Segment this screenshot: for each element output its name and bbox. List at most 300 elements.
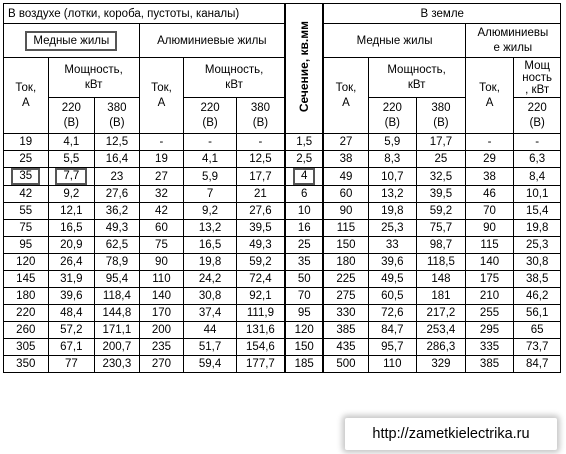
- cell-value: 67,1: [60, 341, 83, 353]
- ground-aluminum-220-cell: [514, 203, 561, 220]
- cell-value: 90: [339, 205, 353, 217]
- air-copper-current-cell: [4, 254, 49, 271]
- cell-value: 385: [479, 358, 500, 370]
- cell-value: 33: [385, 239, 399, 251]
- air-aluminum-380-cell: [236, 288, 285, 305]
- cell-value: 8,3: [384, 153, 401, 165]
- air-aluminum-220-cell: [184, 168, 237, 186]
- ground-copper-current-cell: [323, 237, 368, 254]
- power-line2: кВт: [84, 78, 103, 91]
- air-aluminum-current-cell: [139, 356, 184, 373]
- power-line2: кВт: [225, 78, 243, 91]
- air-copper-current-cell: [4, 237, 49, 254]
- cell-value: 95: [19, 239, 33, 251]
- air-copper-380-cell: [95, 203, 140, 220]
- ground-copper-220-cell: [368, 151, 417, 168]
- cell-value: 56,1: [525, 307, 549, 319]
- power-narrow-line1: Мощ: [524, 59, 550, 72]
- cell-value: 200: [151, 324, 172, 336]
- cell-value: 9,2: [202, 205, 219, 217]
- ground-aluminum-220-cell: [514, 168, 561, 186]
- cell-value: 170: [151, 307, 172, 319]
- ground-copper-current-cell: [323, 220, 368, 237]
- ground-copper-380-cell: [417, 356, 466, 373]
- cell-value: 110: [152, 273, 171, 285]
- table-row: [4, 305, 561, 322]
- ground-aluminum-220-cell: [514, 271, 561, 288]
- power-line1: Мощность,: [64, 63, 123, 76]
- ground-copper-220-cell: [368, 203, 417, 220]
- cell-value: 49: [339, 170, 353, 183]
- table-row: [4, 288, 561, 305]
- cell-value: 39,6: [381, 256, 404, 268]
- ground-copper-current-cell: [323, 134, 368, 151]
- cell-value: 48,4: [60, 307, 83, 319]
- air-aluminum-current-cell: [139, 186, 184, 203]
- air-aluminum-header: Алюминиевые жилы: [139, 24, 285, 58]
- cell-value: 177,7: [246, 358, 275, 370]
- air-copper-current-cell: [4, 203, 49, 220]
- cell-value: 39,5: [249, 222, 272, 234]
- cell-value: 295: [479, 324, 500, 336]
- ground-copper-380-cell: [417, 186, 466, 203]
- section-header-label: Сечение, кв.мм: [297, 21, 312, 113]
- cell-value: 4,1: [63, 136, 80, 148]
- cell-value: 16,5: [198, 239, 222, 251]
- cell-value: 84,7: [525, 358, 549, 370]
- air-copper-current-cell: [4, 288, 49, 305]
- cell-value: 140: [479, 256, 500, 268]
- cell-value: 200,7: [102, 341, 132, 353]
- air-aluminum-220-cell: [184, 220, 237, 237]
- cell-value: 92,1: [249, 290, 272, 302]
- cell-value: 175: [479, 273, 500, 285]
- cell-value: 111,9: [246, 307, 274, 319]
- air-copper-current-cell: [4, 356, 49, 373]
- cell-value: 37,4: [198, 307, 222, 319]
- ground-copper-380-cell: [417, 220, 466, 237]
- air-aluminum-current-cell: [139, 339, 184, 356]
- table-row: [4, 237, 561, 254]
- ground-aluminum-current-cell: [465, 254, 514, 271]
- cell-value: 72,4: [249, 273, 272, 285]
- cell-value: 32: [155, 188, 168, 200]
- table-row: [4, 356, 561, 373]
- air-aluminum-220-cell: [184, 305, 237, 322]
- ground-aluminum-220-cell: [514, 356, 561, 373]
- current-line1: Ток,: [15, 81, 37, 94]
- cell-value: 25,3: [381, 222, 404, 234]
- cell-value: 12,1: [60, 205, 83, 217]
- cell-value: 25: [297, 239, 311, 251]
- ground-section-title: В земле: [323, 4, 560, 24]
- air-aluminum-220-cell: [184, 271, 237, 288]
- ground-copper-380-cell: [417, 288, 466, 305]
- voltage-220-header: [184, 98, 237, 134]
- ground-aluminum-current-cell: [465, 322, 514, 339]
- ground-copper-power-header: [368, 58, 465, 98]
- cell-value: 286,3: [426, 341, 456, 353]
- ground-copper-380-cell: [417, 168, 466, 186]
- ground-copper-220-cell: [368, 339, 417, 356]
- air-aluminum-current-cell: [139, 305, 184, 322]
- ground-copper-220-cell: [368, 288, 417, 305]
- cell-value: 185: [294, 358, 314, 370]
- cell-value: 17,7: [249, 170, 272, 183]
- air-copper-380-cell: [95, 186, 140, 203]
- ground-aluminum-current-cell: [465, 305, 514, 322]
- table-row: [4, 186, 561, 203]
- cell-value: 70: [483, 205, 496, 217]
- cell-value: 19,8: [525, 222, 549, 234]
- air-aluminum-380-cell: [236, 305, 285, 322]
- ground-aluminum-220-cell: [514, 254, 561, 271]
- ground-aluminum-current-cell: [465, 168, 514, 186]
- ground-aluminum-power-header: [514, 58, 561, 98]
- cell-value: 57,2: [60, 324, 83, 336]
- air-aluminum-220-cell: [184, 254, 237, 271]
- ground-copper-current-cell: [323, 271, 368, 288]
- ground-aluminum-current-cell: [465, 288, 514, 305]
- cell-value: -: [159, 136, 164, 148]
- cell-value: 73,7: [525, 341, 549, 353]
- cell-value: 60: [339, 188, 353, 200]
- cell-value: 154,6: [246, 341, 275, 353]
- v380-unit: (В): [433, 116, 449, 129]
- cell-value: 29: [483, 153, 496, 165]
- cell-value: 50: [297, 273, 311, 285]
- cell-value: 39,5: [429, 188, 453, 200]
- ground-aluminum-220-cell: [514, 186, 561, 203]
- cell-value: 210: [479, 290, 500, 302]
- current-line2: А: [485, 96, 494, 109]
- v380-label: 380: [431, 101, 451, 114]
- cell-value: 118,4: [102, 290, 131, 302]
- ground-aluminum-220-cell: [514, 151, 561, 168]
- cell-value: 150: [294, 341, 314, 353]
- air-aluminum-current-cell: [139, 151, 184, 168]
- air-aluminum-380-cell: [236, 356, 285, 373]
- cell-value: 24,2: [198, 273, 222, 285]
- cell-value: 20,9: [60, 239, 83, 251]
- voltage-220-header: [48, 98, 95, 134]
- ground-aluminum-header: [465, 24, 560, 58]
- cell-value: 38: [339, 153, 353, 165]
- cell-value: 120: [294, 324, 314, 336]
- voltage-380-header: [95, 98, 140, 134]
- ground-copper-380-cell: [417, 203, 466, 220]
- table-row: [4, 254, 561, 271]
- air-aluminum-220-cell: [184, 288, 237, 305]
- ground-copper-current-cell: [323, 288, 368, 305]
- air-aluminum-current-cell: [139, 220, 184, 237]
- cell-value: 49,3: [249, 239, 272, 251]
- ground-copper-current-cell: [323, 168, 368, 186]
- section-cell: [285, 151, 323, 168]
- ground-aluminum-220-cell: [514, 220, 561, 237]
- section-cell: [285, 220, 323, 237]
- air-copper-220-cell: [48, 339, 95, 356]
- cell-value: 35: [297, 256, 311, 268]
- ground-aluminum-current-cell: [465, 203, 514, 220]
- ground-copper-220-cell: [368, 220, 417, 237]
- ground-aluminum-current-cell: [465, 134, 514, 151]
- section-cell: [285, 322, 323, 339]
- ground-copper-380-cell: [417, 237, 466, 254]
- cell-value: 60: [155, 222, 168, 234]
- cell-value: 255: [479, 307, 500, 319]
- section-cell: [285, 356, 323, 373]
- cell-value: 7: [206, 188, 214, 200]
- current-line1: Ток,: [335, 81, 357, 94]
- ground-aluminum-current-cell: [465, 237, 514, 254]
- cell-value: 59,4: [198, 358, 222, 370]
- cell-value: 77: [64, 358, 78, 370]
- ground-aluminum-220-cell: [514, 134, 561, 151]
- voltage-380-header: [236, 98, 285, 134]
- power-narrow-line3: , кВт: [525, 83, 550, 96]
- cell-value: 335: [479, 341, 500, 353]
- cell-value: 270: [151, 358, 172, 370]
- cell-value: 16,5: [60, 222, 83, 234]
- air-copper-current-cell: [4, 271, 49, 288]
- cell-value: 12,5: [105, 136, 129, 148]
- v220-label: 220: [200, 101, 220, 114]
- ground-copper-220-cell: [368, 134, 417, 151]
- cell-value: 8,4: [529, 170, 546, 183]
- ground-copper-220-cell: [368, 168, 417, 186]
- air-copper-current-cell: [4, 339, 49, 356]
- cell-value: 217,2: [426, 307, 456, 319]
- section-cell: [285, 339, 323, 356]
- cell-value: 59,2: [429, 205, 453, 217]
- cell-value: 2,5: [296, 153, 313, 165]
- cell-value: 38: [483, 170, 496, 183]
- cell-value: 95,4: [105, 273, 129, 285]
- cell-value: 10: [297, 205, 311, 217]
- cell-value: 39,6: [60, 290, 83, 302]
- cell-value: 275: [336, 290, 356, 302]
- cell-value: 7,7: [55, 168, 87, 185]
- cell-value: 17,7: [429, 136, 453, 148]
- cell-value: 46: [483, 188, 496, 200]
- air-copper-220-cell: [48, 203, 95, 220]
- ground-copper-current-cell: [323, 254, 368, 271]
- section-cell: [285, 237, 323, 254]
- cell-value: -: [487, 136, 492, 148]
- ground-aluminum-220-cell: [514, 288, 561, 305]
- table-row: [4, 322, 561, 339]
- ground-copper-220-cell: [368, 322, 417, 339]
- air-copper-220-cell: [48, 305, 95, 322]
- ground-aluminum-current-cell: [465, 339, 514, 356]
- v220-label: 220: [61, 101, 81, 114]
- ground-copper-380-cell: [417, 134, 466, 151]
- cell-value: 46,2: [525, 290, 549, 302]
- cell-value: 42: [155, 205, 168, 217]
- cell-value: 49,5: [381, 273, 404, 285]
- air-aluminum-380-cell: [236, 237, 285, 254]
- air-aluminum-current-cell: [139, 271, 184, 288]
- cell-value: 148: [431, 273, 451, 285]
- air-aluminum-380-cell: [236, 134, 285, 151]
- section-cell: [285, 134, 323, 151]
- table-row: [4, 203, 561, 220]
- cell-value: 5,5: [63, 153, 80, 165]
- cell-value: 144,8: [102, 307, 132, 319]
- air-copper-380-cell: [95, 220, 140, 237]
- air-aluminum-220-cell: [184, 186, 237, 203]
- cell-value: -: [208, 136, 212, 148]
- section-cell: [285, 271, 323, 288]
- current-line2: А: [157, 96, 166, 109]
- cell-value: 84,7: [381, 324, 404, 336]
- ground-aluminum-line1: Алюминиевы: [477, 26, 549, 39]
- voltage-220-header: [514, 98, 561, 134]
- cell-value: 19,8: [381, 205, 404, 217]
- cell-value: 90: [155, 256, 168, 268]
- table-row: [4, 339, 561, 356]
- cell-value: 65: [530, 324, 544, 336]
- air-aluminum-380-cell: [236, 186, 285, 203]
- air-copper-380-cell: [95, 237, 140, 254]
- cell-value: 253,4: [426, 324, 456, 336]
- cell-value: 145: [16, 273, 36, 285]
- air-aluminum-220-cell: [184, 339, 237, 356]
- air-copper-380-cell: [95, 288, 140, 305]
- current-line2: А: [342, 96, 350, 109]
- cell-value: 171,1: [102, 324, 132, 336]
- air-copper-current-cell: [4, 134, 49, 151]
- ground-copper-header: Медные жилы: [323, 24, 465, 58]
- ground-copper-current-header: [323, 58, 368, 134]
- cell-value: 12,5: [249, 153, 272, 165]
- air-copper-power-header: [48, 58, 139, 98]
- cell-value: 9,2: [63, 188, 80, 200]
- section-cell: [285, 288, 323, 305]
- current-line1: Ток,: [151, 81, 172, 94]
- cell-value: 4,1: [202, 153, 219, 165]
- air-aluminum-380-cell: [236, 254, 285, 271]
- cell-value: 36,2: [105, 205, 129, 217]
- v220-unit: (В): [202, 116, 218, 129]
- cell-value: 90: [483, 222, 496, 234]
- air-aluminum-380-cell: [236, 151, 285, 168]
- cell-value: 150: [336, 239, 356, 251]
- ground-aluminum-current-header: [465, 58, 514, 134]
- site-url: http://zametkielectrika.ru: [372, 426, 530, 442]
- cell-value: 4: [293, 168, 315, 185]
- ground-copper-380-cell: [417, 322, 466, 339]
- ground-aluminum-220-cell: [514, 322, 561, 339]
- cell-value: 44: [203, 324, 217, 336]
- v380-unit: (В): [109, 116, 125, 129]
- air-copper-current-cell: [4, 322, 49, 339]
- cell-value: 27,6: [249, 205, 272, 217]
- air-copper-380-cell: [95, 339, 140, 356]
- ground-copper-current-cell: [323, 322, 368, 339]
- ground-aluminum-220-cell: [514, 305, 561, 322]
- air-copper-220-cell: [48, 322, 95, 339]
- cell-value: 350: [16, 358, 36, 370]
- air-aluminum-380-cell: [236, 322, 285, 339]
- table-row: [4, 134, 561, 151]
- cell-value: 305: [16, 341, 36, 353]
- cell-value: 72,6: [381, 307, 404, 319]
- cell-value: 5,9: [384, 136, 401, 148]
- table-row: [4, 271, 561, 288]
- table-row: [4, 151, 561, 168]
- power-line1: Мощность,: [204, 63, 264, 76]
- v220-unit: (В): [63, 116, 79, 129]
- cell-value: 13,2: [381, 188, 404, 200]
- cell-value: 98,7: [429, 239, 453, 251]
- ground-copper-220-cell: [368, 356, 417, 373]
- air-section-title: В воздухе (лотки, короба, пустоты, каналы): [4, 4, 285, 24]
- cell-value: 70: [297, 290, 311, 302]
- air-copper-220-cell: [48, 356, 95, 373]
- cell-value: 27: [339, 136, 353, 148]
- air-copper-380-cell: [95, 254, 140, 271]
- air-copper-220-cell: [48, 220, 95, 237]
- ground-copper-current-cell: [323, 339, 368, 356]
- air-aluminum-current-cell: [139, 322, 184, 339]
- cell-value: 38,5: [525, 273, 549, 285]
- ground-aluminum-current-cell: [465, 186, 514, 203]
- v380-unit: (В): [252, 116, 269, 129]
- ground-copper-380-cell: [417, 271, 466, 288]
- ground-copper-220-cell: [368, 305, 417, 322]
- current-line2: А: [21, 96, 30, 109]
- air-copper-380-cell: [95, 305, 140, 322]
- air-copper-220-cell: [48, 254, 95, 271]
- cell-value: 10,1: [525, 188, 549, 200]
- cell-value: 95: [297, 307, 311, 319]
- cell-value: 181: [431, 290, 451, 302]
- section-cell: [285, 305, 323, 322]
- air-copper-current-cell: [4, 186, 49, 203]
- ground-copper-current-cell: [323, 305, 368, 322]
- air-aluminum-220-cell: [184, 322, 237, 339]
- cell-value: 32,5: [429, 170, 453, 183]
- cell-value: 329: [431, 358, 451, 370]
- ground-aluminum-current-cell: [465, 271, 514, 288]
- cell-value: 27,6: [105, 188, 129, 200]
- cell-value: 51,7: [198, 341, 222, 353]
- cell-value: 180: [16, 290, 36, 302]
- ground-copper-220-cell: [368, 186, 417, 203]
- ground-copper-220-cell: [368, 254, 417, 271]
- air-aluminum-380-cell: [236, 203, 285, 220]
- air-copper-380-cell: [95, 322, 140, 339]
- cell-value: 42: [19, 188, 33, 200]
- ground-copper-220-cell: [368, 271, 417, 288]
- cell-value: 55: [19, 205, 33, 217]
- cell-value: 120: [16, 256, 36, 268]
- v220-label: 220: [382, 101, 402, 114]
- cell-value: 330: [336, 307, 356, 319]
- air-copper-220-cell: [48, 168, 95, 186]
- cell-value: 49,3: [105, 222, 129, 234]
- cell-value: 25,3: [525, 239, 549, 251]
- cell-value: 78,9: [105, 256, 129, 268]
- air-aluminum-current-cell: [139, 288, 184, 305]
- current-line1: Ток,: [479, 81, 500, 94]
- cell-value: 75,7: [429, 222, 453, 234]
- cell-value: 13,2: [198, 222, 222, 234]
- v220-label: 220: [527, 101, 547, 114]
- cell-value: 500: [336, 358, 356, 370]
